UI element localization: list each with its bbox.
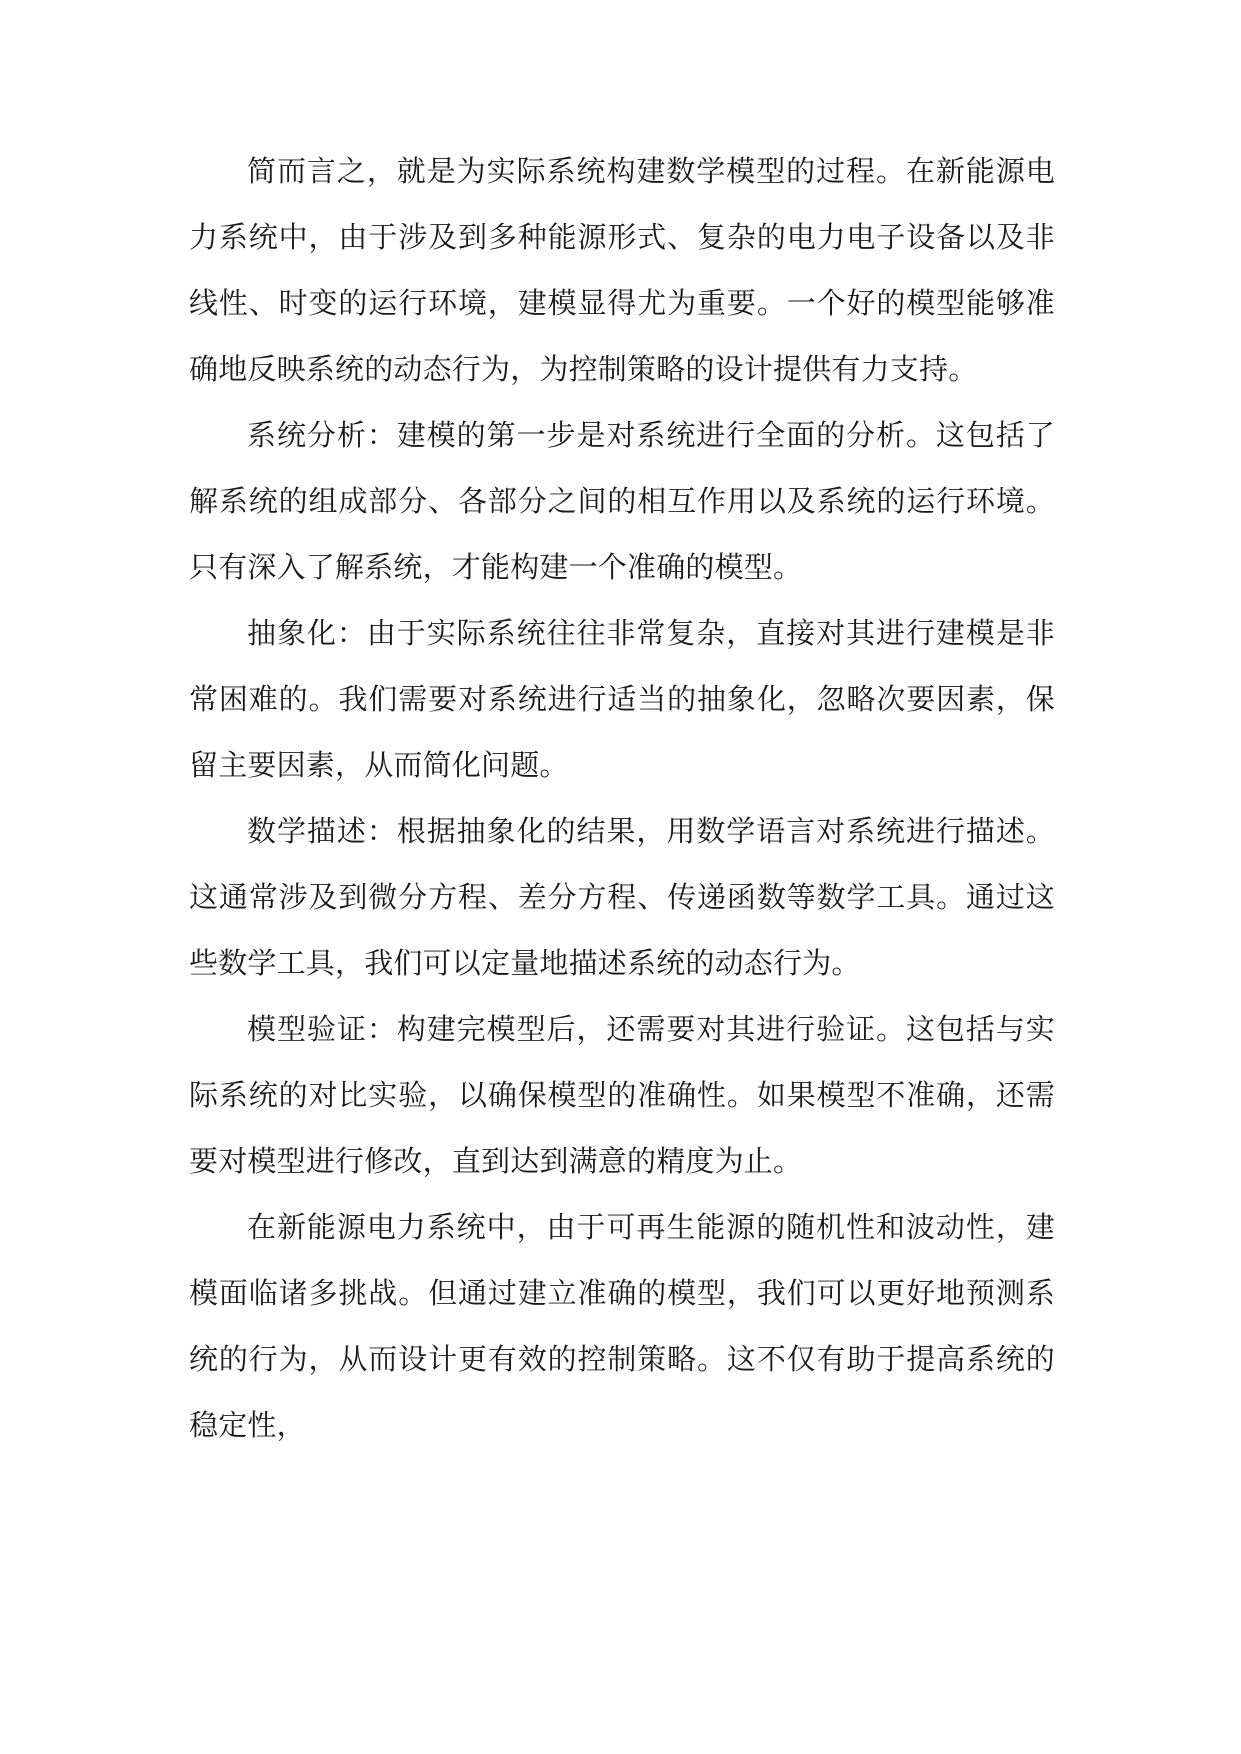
paragraph-math-description: 数学描述：根据抽象化的结果，用数学语言对系统进行描述。这通常涉及到微分方程、差分方程、传递函数等数学工具。通过这些数学工具，我们可以定量地描述系统的动态行为。 (189, 814, 1055, 980)
paragraph-modeling-intro: 简而言之，就是为实际系统构建数学模型的过程。在新能源电力系统中，由于涉及到多种能源形式、复杂的电力电子设备以及非线性、时变的运行环境，建模显得尤为重要。一个好的模型能够准确地反映系统的动态行为，为控制策略的设计提供有力支持。 (189, 154, 1055, 386)
paragraph-abstraction: 抽象化：由于实际系统往往非常复杂，直接对其进行建模是非常困难的。我们需要对系统进行适当的抽象化，忽略次要因素，保留主要因素，从而简化问题。 (189, 616, 1055, 782)
paragraph-model-validation: 模型验证：构建完模型后，还需要对其进行验证。这包括与实际系统的对比实验，以确保模型的准确性。如果模型不准确，还需要对模型进行修改，直到达到满意的精度为止。 (189, 1012, 1055, 1178)
paragraph-system-analysis: 系统分析：建模的第一步是对系统进行全面的分析。这包括了解系统的组成部分、各部分之间的相互作用以及系统的运行环境。只有深入了解系统，才能构建一个准确的模型。 (189, 418, 1055, 584)
paragraph-modeling-challenges: 在新能源电力系统中，由于可再生能源的随机性和波动性，建模面临诸多挑战。但通过建立准确的模型，我们可以更好地预测系统的行为，从而设计更有效的控制策略。这不仅有助于提高系统的稳定性， (189, 1210, 1055, 1442)
document-body (189, 138, 1055, 1458)
